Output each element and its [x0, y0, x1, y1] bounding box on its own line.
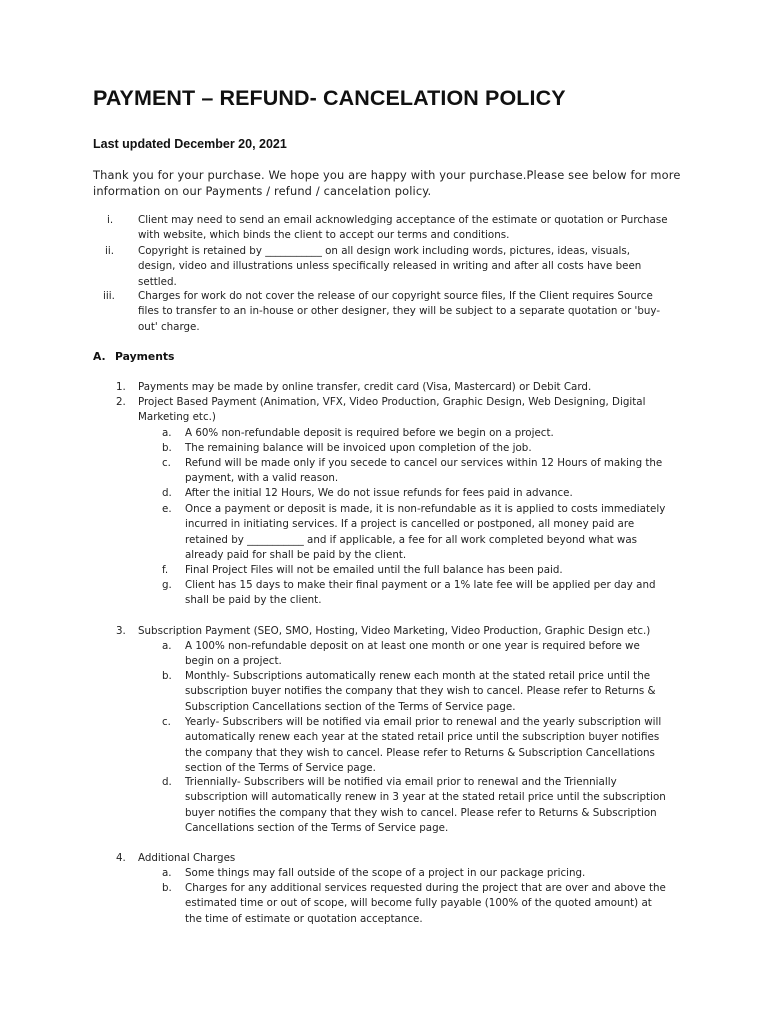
list-marker: 1.	[116, 381, 126, 393]
section-letter: A.	[93, 350, 106, 363]
list-marker: a.	[162, 640, 172, 652]
list-marker: b.	[162, 670, 172, 682]
list-marker: b.	[162, 442, 172, 454]
list-item: Refund will be made only if you secede to cancel our services within 12 Hours of making the payment, with a valid reason.	[185, 457, 663, 485]
list-item: Some things may fall outside of the scope of a project in our package pricing.	[185, 867, 586, 879]
intro-paragraph: Thank you for your purchase. We hope you are happy with your purchase.Please see below for more information on our Payments / refund / cancelation policy.	[93, 168, 681, 198]
list-item: Subscription Payment (SEO, SMO, Hosting, Video Marketing, Video Production, Graphic Design etc.)	[138, 625, 651, 637]
last-updated: Last updated December 20, 2021	[93, 137, 287, 151]
list-marker: b.	[162, 882, 172, 894]
list-item: Copyright is retained by ___________ on all design work including words, pictures, ideas, visuals, design, video and illustrations unless specifically released in writing and after all costs have been settled.	[138, 245, 642, 288]
list-marker: iii.	[103, 290, 115, 302]
list-item: Triennially- Subscribers will be notified via email prior to renewal and the Triennially subscription will automatically renew in 3 year at the stated retail price until the subscription buyer notifies the company that they wish to cancel. Please refer to Returns & Subscription Cancellations section of the Terms of Service page.	[185, 776, 666, 834]
list-item: The remaining balance will be invoiced upon completion of the job.	[185, 442, 532, 454]
list-item: Yearly- Subscribers will be notified via email prior to renewal and the yearly subscription will automatically renew each year at the stated retail price until the subscription buyer notifies the company that they wish to cancel. Please refer to Returns & Subscription Cancellations section of the Terms of Service page.	[185, 716, 662, 774]
list-item: Monthly- Subscriptions automatically renew each month at the stated retail price until the subscription buyer notifies the company that they wish to cancel. Please refer to Returns & Subscription Cancellations section of the Terms of Service page.	[185, 670, 656, 713]
list-item: Charges for any additional services requested during the project that are over and above the estimated time or out of scope, will become fully payable (100% of the quoted amount) at the time of estimate or quotation acceptance.	[185, 882, 666, 925]
list-marker: c.	[162, 457, 171, 469]
list-marker: e.	[162, 503, 172, 515]
list-marker: 4.	[116, 852, 126, 864]
list-item: Once a payment or deposit is made, it is non-refundable as it is applied to costs immediately incurred in initiating services. If a project is cancelled or postponed, all money paid are retained by ___________ and if applicable, a fee for all work completed beyond what was already paid for shall be paid by the client.	[185, 503, 666, 561]
list-marker: a.	[162, 427, 172, 439]
list-marker: d.	[162, 776, 172, 788]
list-marker: i.	[107, 214, 114, 226]
list-item: Client may need to send an email acknowledging acceptance of the estimate or quotation or Purchase with website, which binds the client to accept our terms and conditions.	[138, 214, 668, 242]
section-title: Payments	[115, 350, 175, 363]
list-item: A 100% non-refundable deposit on at least one month or one year is required before we begin on a project.	[185, 640, 640, 668]
list-item: Client has 15 days to make their final payment or a 1% late fee will be applied per day and shall be paid by the client.	[185, 579, 656, 607]
list-item: A 60% non-refundable deposit is required before we begin on a project.	[185, 427, 554, 439]
list-item: After the initial 12 Hours, We do not issue refunds for fees paid in advance.	[185, 487, 573, 499]
list-marker: g.	[162, 579, 172, 591]
list-marker: 3.	[116, 625, 126, 637]
list-item: Charges for work do not cover the release of our copyright source files, If the Client requires Source files to transfer to an in-house or other designer, they will be subject to a separate quotation or 'buy-out' charge.	[138, 290, 661, 333]
list-marker: ii.	[105, 245, 114, 257]
list-item: Final Project Files will not be emailed until the full balance has been paid.	[185, 564, 563, 576]
list-marker: a.	[162, 867, 172, 879]
list-marker: 2.	[116, 396, 126, 408]
list-marker: d.	[162, 487, 172, 499]
page-title: PAYMENT – REFUND- CANCELATION POLICY	[93, 86, 566, 110]
list-item: Additional Charges	[138, 852, 236, 864]
list-marker: c.	[162, 716, 171, 728]
list-marker: f.	[162, 564, 169, 576]
list-item: Payments may be made by online transfer, credit card (Visa, Mastercard) or Debit Card.	[138, 381, 592, 393]
section-heading	[93, 350, 174, 363]
list-item: Project Based Payment (Animation, VFX, Video Production, Graphic Design, Web Designing, Digital Marketing etc.)	[138, 396, 646, 424]
